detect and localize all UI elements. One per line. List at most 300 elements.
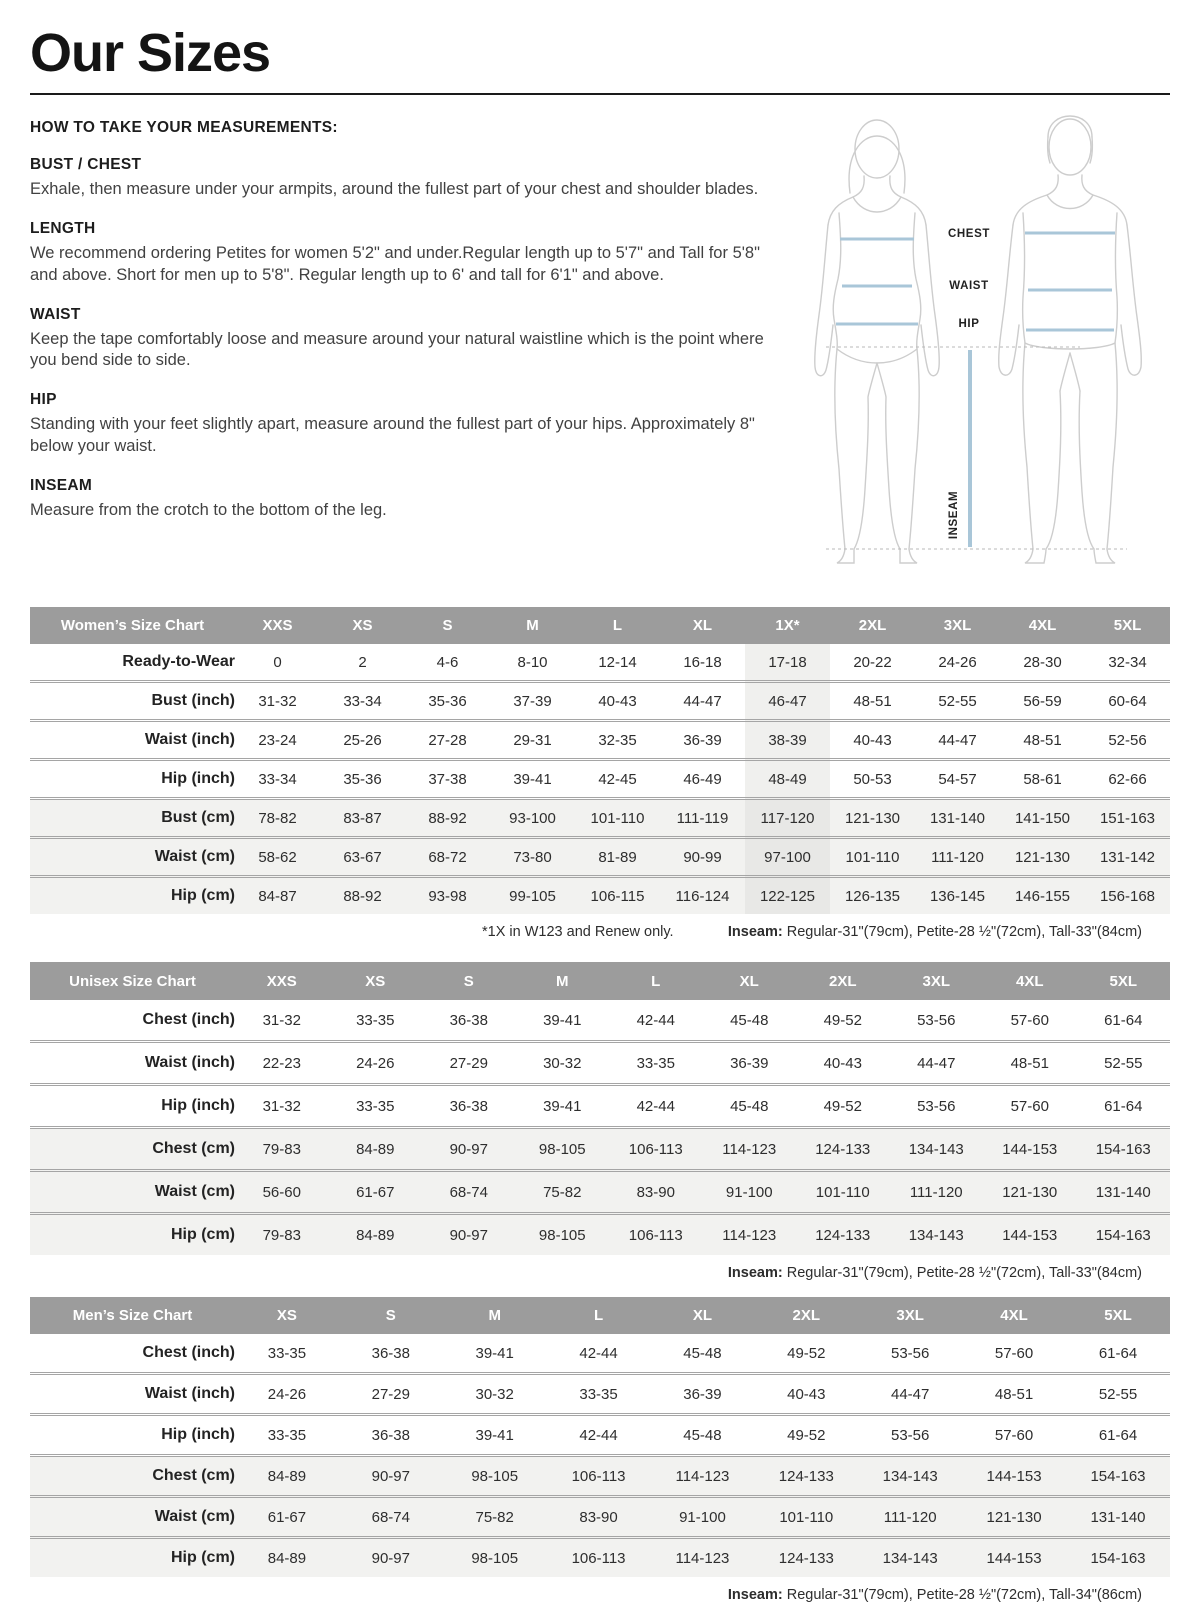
spacer bbox=[30, 940, 1170, 962]
cell: 106-115 bbox=[575, 877, 660, 915]
cell: 84-89 bbox=[329, 1128, 423, 1171]
cell: 39-41 bbox=[516, 1085, 610, 1128]
cell: 24-26 bbox=[938, 653, 977, 671]
cell: 31-32 bbox=[235, 682, 320, 721]
table-row bbox=[30, 760, 1170, 799]
cell: 131-140 bbox=[1077, 1171, 1171, 1214]
cell: 35-36 bbox=[320, 760, 405, 799]
cell: 57-60 bbox=[994, 1344, 1034, 1362]
column-header-2xl: 2XL bbox=[796, 962, 890, 1000]
cell: 134-143 bbox=[858, 1456, 962, 1497]
cell: 45-48 bbox=[651, 1415, 755, 1456]
section-title-waist: WAIST bbox=[30, 305, 81, 323]
column-header-xxs: XXS bbox=[235, 962, 329, 1000]
cell: 44-47 bbox=[660, 682, 745, 721]
cell: 124-133 bbox=[796, 1128, 890, 1171]
cell: 40-43 bbox=[575, 682, 660, 721]
table-title: Men’s Size Chart bbox=[30, 1297, 235, 1334]
table-row bbox=[30, 1456, 1170, 1497]
cell: 117-120 bbox=[745, 799, 830, 838]
unisex-size-chart-footnote bbox=[30, 1255, 1170, 1281]
unisex-size-chart bbox=[30, 962, 1170, 1255]
column-header-2xl: 2XL bbox=[830, 607, 915, 644]
cell: 33-35 bbox=[356, 1011, 395, 1029]
cell: 42-44 bbox=[636, 1011, 675, 1029]
cell: 124-133 bbox=[754, 1456, 858, 1497]
cell: 97-100 bbox=[745, 838, 830, 877]
cell: 35-36 bbox=[405, 682, 490, 721]
cell: 79-83 bbox=[235, 1128, 329, 1171]
cell: 53-56 bbox=[917, 1011, 956, 1029]
cell: 24-26 bbox=[329, 1042, 423, 1085]
cell: 28-30 bbox=[1023, 653, 1062, 671]
cell: 56-59 bbox=[1000, 682, 1085, 721]
cell: 81-89 bbox=[575, 838, 660, 877]
cell: 39-41 bbox=[543, 1011, 582, 1029]
cell: 52-55 bbox=[1077, 1042, 1171, 1085]
cell: 101-110 bbox=[796, 1171, 890, 1214]
cell: 93-98 bbox=[405, 877, 490, 915]
cell: 124-133 bbox=[796, 1214, 890, 1256]
cell: 53-56 bbox=[891, 1344, 930, 1362]
cell: 101-110 bbox=[830, 838, 915, 877]
section-body-bust-chest: Exhale, then measure under your armpits, around the fullest part of your chest and shoulder blades. bbox=[30, 180, 759, 199]
cell: 111-119 bbox=[660, 799, 745, 838]
inseam-footnote-label: Inseam: bbox=[727, 1265, 783, 1282]
cell: 84-87 bbox=[235, 877, 320, 915]
column-header-m: M bbox=[443, 1297, 547, 1334]
cell: 44-47 bbox=[890, 1042, 984, 1085]
page-title: Our Sizes bbox=[30, 23, 271, 83]
table-row bbox=[30, 1128, 1170, 1171]
column-header-s: S bbox=[339, 1297, 443, 1334]
cell: 61-67 bbox=[235, 1497, 339, 1538]
section-title-hip: HIP bbox=[30, 391, 57, 409]
cell: 141-150 bbox=[1000, 799, 1085, 838]
cell: 39-41 bbox=[475, 1344, 514, 1362]
column-header-4xl: 4XL bbox=[962, 1297, 1066, 1334]
cell: 16-18 bbox=[683, 653, 722, 671]
table-body bbox=[30, 1334, 1170, 1577]
cell: 42-44 bbox=[547, 1415, 651, 1456]
inseam-footnote: Inseam: Regular-31"(79cm), Petite-28 ½"(72cm), Tall-33"(84cm) bbox=[727, 924, 1142, 941]
cell: 27-29 bbox=[339, 1374, 443, 1415]
table-row bbox=[30, 1000, 1170, 1042]
men-s-size-chart-footnote bbox=[30, 1577, 1170, 1603]
cell: 84-89 bbox=[235, 1456, 339, 1497]
cell: 42-44 bbox=[609, 1085, 703, 1128]
header-row bbox=[30, 607, 1170, 644]
cell: 52-55 bbox=[1066, 1374, 1170, 1415]
row-label-hip-inch: Hip (inch) bbox=[30, 1085, 235, 1128]
section-body-waist: Keep the tape comfortably loose and measure around your natural waistline which is the point where you bend side to side. bbox=[30, 329, 764, 370]
cell: 124-133 bbox=[754, 1538, 858, 1578]
column-header-xxs: XXS bbox=[235, 607, 320, 644]
cell: 45-48 bbox=[683, 1344, 722, 1362]
body-measurement-illustration bbox=[782, 97, 1182, 579]
cell: 131-142 bbox=[1085, 838, 1170, 877]
section-body-length: We recommend ordering Petites for women 5'2" and under.Regular length up to 5'7" and Tall for 5'8" and above. Short for men up to 5'8". Regular length up to 6' and tall for 6'1" and above. bbox=[30, 244, 760, 284]
cell: 31-32 bbox=[262, 1011, 301, 1029]
cell: 17-18 bbox=[745, 644, 830, 682]
cell: 22-23 bbox=[235, 1042, 329, 1085]
cell: 61-64 bbox=[1098, 1344, 1138, 1362]
table-row bbox=[30, 838, 1170, 877]
cell: 52-55 bbox=[915, 682, 1000, 721]
cell: 37-39 bbox=[490, 682, 575, 721]
cell: 44-47 bbox=[915, 721, 1000, 760]
cell: 39-41 bbox=[443, 1415, 547, 1456]
cell: 45-48 bbox=[730, 1011, 769, 1029]
cell: 121-130 bbox=[962, 1497, 1066, 1538]
header-row bbox=[30, 962, 1170, 1000]
measurement-instructions bbox=[30, 119, 772, 521]
cell: 61-64 bbox=[1066, 1415, 1170, 1456]
cell: 32-35 bbox=[575, 721, 660, 760]
table-header bbox=[30, 1297, 1170, 1334]
cell: 114-123 bbox=[651, 1456, 755, 1497]
cell: 131-140 bbox=[915, 799, 1000, 838]
waist-label: WAIST bbox=[949, 280, 989, 293]
cell: 46-47 bbox=[745, 682, 830, 721]
cell: 154-163 bbox=[1077, 1128, 1171, 1171]
cell: 33-34 bbox=[320, 682, 405, 721]
cell: 68-74 bbox=[422, 1171, 516, 1214]
footnote-asterisk-note: *1X in W123 and Renew only. bbox=[482, 924, 674, 941]
men-s-size-chart bbox=[30, 1297, 1170, 1577]
cell: 116-124 bbox=[660, 877, 745, 915]
cell: 48-51 bbox=[830, 682, 915, 721]
cell: 57-60 bbox=[1010, 1011, 1049, 1029]
cell: 20-22 bbox=[853, 653, 892, 671]
cell: 39-41 bbox=[490, 760, 575, 799]
cell: 56-60 bbox=[235, 1171, 329, 1214]
cell: 40-43 bbox=[796, 1042, 890, 1085]
cell: 93-100 bbox=[490, 799, 575, 838]
row-label-hip-cm: Hip (cm) bbox=[30, 1214, 235, 1256]
cell: 73-80 bbox=[490, 838, 575, 877]
cell: 23-24 bbox=[235, 721, 320, 760]
chest-label: CHEST bbox=[948, 228, 990, 241]
header-row bbox=[30, 1297, 1170, 1334]
cell: 98-105 bbox=[443, 1456, 547, 1497]
table-row bbox=[30, 1042, 1170, 1085]
cell: 98-105 bbox=[516, 1128, 610, 1171]
cell: 144-153 bbox=[983, 1214, 1077, 1256]
cell: 68-74 bbox=[339, 1497, 443, 1538]
cell: 78-82 bbox=[235, 799, 320, 838]
cell: 58-61 bbox=[1000, 760, 1085, 799]
table-row bbox=[30, 1415, 1170, 1456]
cell: 30-32 bbox=[516, 1042, 610, 1085]
table-row bbox=[30, 682, 1170, 721]
cell: 30-32 bbox=[443, 1374, 547, 1415]
section-title-length: LENGTH bbox=[30, 220, 96, 238]
row-label-waist-cm: Waist (cm) bbox=[30, 1171, 235, 1214]
cell: 91-100 bbox=[651, 1497, 755, 1538]
cell: 44-47 bbox=[858, 1374, 962, 1415]
cell: 146-155 bbox=[1000, 877, 1085, 915]
cell: 40-43 bbox=[830, 721, 915, 760]
cell: 52-56 bbox=[1085, 721, 1170, 760]
cell: 0 bbox=[273, 653, 282, 671]
cell: 36-38 bbox=[339, 1415, 443, 1456]
cell: 83-87 bbox=[320, 799, 405, 838]
cell: 111-120 bbox=[890, 1171, 984, 1214]
row-label-waist-inch: Waist (inch) bbox=[30, 1042, 235, 1085]
cell: 49-52 bbox=[787, 1344, 826, 1362]
cell: 2 bbox=[358, 653, 367, 671]
table-title: Unisex Size Chart bbox=[30, 962, 235, 1000]
row-label-hip-inch: Hip (inch) bbox=[30, 1415, 235, 1456]
row-label-hip-inch: Hip (inch) bbox=[30, 760, 235, 799]
cell: 33-35 bbox=[329, 1085, 423, 1128]
table-row bbox=[30, 877, 1170, 915]
measurement-sections bbox=[30, 156, 772, 521]
spacer bbox=[30, 1281, 1170, 1297]
cell: 48-51 bbox=[1000, 721, 1085, 760]
table-row bbox=[30, 1497, 1170, 1538]
cell: 90-97 bbox=[339, 1456, 443, 1497]
cell: 101-110 bbox=[575, 799, 660, 838]
inseam-footnote: Inseam: Regular-31"(79cm), Petite-28 ½"(72cm), Tall-33"(84cm) bbox=[727, 1265, 1142, 1282]
cell: 83-90 bbox=[547, 1497, 651, 1538]
cell: 31-32 bbox=[235, 1085, 329, 1128]
cell: 24-26 bbox=[235, 1374, 339, 1415]
column-header-xs: XS bbox=[235, 1297, 339, 1334]
cell: 126-135 bbox=[830, 877, 915, 915]
cell: 36-38 bbox=[449, 1011, 488, 1029]
cell: 90-97 bbox=[422, 1214, 516, 1256]
cell: 75-82 bbox=[443, 1497, 547, 1538]
column-header-3xl: 3XL bbox=[890, 962, 984, 1000]
cell: 58-62 bbox=[235, 838, 320, 877]
cell: 12-14 bbox=[598, 653, 637, 671]
cell: 90-97 bbox=[422, 1128, 516, 1171]
cell: 134-143 bbox=[890, 1128, 984, 1171]
column-header-3xl: 3XL bbox=[858, 1297, 962, 1334]
cell: 83-90 bbox=[609, 1171, 703, 1214]
cell: 36-39 bbox=[651, 1374, 755, 1415]
cell: 144-153 bbox=[962, 1538, 1066, 1578]
column-header-5xl: 5XL bbox=[1085, 607, 1170, 644]
row-label-chest-cm: Chest (cm) bbox=[30, 1456, 235, 1497]
cell: 53-56 bbox=[858, 1415, 962, 1456]
column-header-xl: XL bbox=[703, 962, 797, 1000]
column-header-1x: 1X* bbox=[745, 607, 830, 644]
column-header-l: L bbox=[547, 1297, 651, 1334]
section-title-bust-chest: BUST / CHEST bbox=[30, 156, 142, 174]
table-row bbox=[30, 1538, 1170, 1578]
cell: 144-153 bbox=[983, 1128, 1077, 1171]
cell: 106-113 bbox=[609, 1214, 703, 1256]
inseam-footnote-label: Inseam: bbox=[727, 1587, 783, 1603]
column-header-s: S bbox=[405, 607, 490, 644]
cell: 49-52 bbox=[823, 1011, 862, 1029]
cell: 33-34 bbox=[235, 760, 320, 799]
cell: 99-105 bbox=[490, 877, 575, 915]
cell: 61-64 bbox=[1104, 1011, 1143, 1029]
cell: 68-72 bbox=[405, 838, 490, 877]
cell: 57-60 bbox=[983, 1085, 1077, 1128]
cell: 134-143 bbox=[858, 1538, 962, 1578]
cell: 121-130 bbox=[1000, 838, 1085, 877]
column-header-5xl: 5XL bbox=[1077, 962, 1171, 1000]
cell: 154-163 bbox=[1066, 1456, 1170, 1497]
cell: 61-67 bbox=[329, 1171, 423, 1214]
row-label-ready-to-wear: Ready-to-Wear bbox=[122, 653, 235, 671]
cell: 144-153 bbox=[962, 1456, 1066, 1497]
cell: 106-113 bbox=[547, 1456, 651, 1497]
cell: 106-113 bbox=[547, 1538, 651, 1578]
cell: 101-110 bbox=[754, 1497, 858, 1538]
women-s-size-chart-section bbox=[30, 607, 1170, 962]
table-body bbox=[30, 644, 1170, 914]
cell: 37-38 bbox=[405, 760, 490, 799]
column-header-4xl: 4XL bbox=[983, 962, 1077, 1000]
row-label-bust-inch: Bust (inch) bbox=[30, 682, 235, 721]
section-body-hip: Standing with your feet slightly apart, measure around the fullest part of your hips. Approximately 8" below your waist. bbox=[30, 415, 755, 455]
men-s-size-chart-section bbox=[30, 1297, 1170, 1603]
cell: 151-163 bbox=[1085, 799, 1170, 838]
cell: 88-92 bbox=[320, 877, 405, 915]
column-header-xs: XS bbox=[329, 962, 423, 1000]
cell: 27-28 bbox=[405, 721, 490, 760]
cell: 46-49 bbox=[660, 760, 745, 799]
inseam-footnote-label: Inseam: bbox=[727, 924, 783, 941]
cell: 40-43 bbox=[754, 1374, 858, 1415]
cell: 134-143 bbox=[890, 1214, 984, 1256]
table-row bbox=[30, 1374, 1170, 1415]
cell: 114-123 bbox=[651, 1538, 755, 1578]
measurement-intro bbox=[30, 95, 1170, 587]
cell: 98-105 bbox=[516, 1214, 610, 1256]
row-label-chest-cm: Chest (cm) bbox=[30, 1128, 235, 1171]
cell: 48-51 bbox=[962, 1374, 1066, 1415]
cell: 36-39 bbox=[703, 1042, 797, 1085]
table-header bbox=[30, 962, 1170, 1000]
table-row bbox=[30, 644, 1170, 682]
cell: 57-60 bbox=[962, 1415, 1066, 1456]
cell: 4-6 bbox=[436, 653, 459, 671]
measurements-heading: HOW TO TAKE YOUR MEASUREMENTS: bbox=[30, 119, 338, 137]
row-label-waist-cm: Waist (cm) bbox=[30, 1497, 235, 1538]
column-header-4xl: 4XL bbox=[1000, 607, 1085, 644]
cell: 36-38 bbox=[371, 1344, 410, 1362]
column-header-xl: XL bbox=[660, 607, 745, 644]
cell: 53-56 bbox=[890, 1085, 984, 1128]
cell: 106-113 bbox=[609, 1128, 703, 1171]
cell: 122-125 bbox=[745, 877, 830, 915]
column-header-s: S bbox=[422, 962, 516, 1000]
inseam-label: INSEAM bbox=[948, 491, 960, 540]
cell: 33-35 bbox=[609, 1042, 703, 1085]
table-row bbox=[30, 1214, 1170, 1256]
cell: 32-34 bbox=[1108, 653, 1147, 671]
column-header-xl: XL bbox=[651, 1297, 755, 1334]
cell: 156-168 bbox=[1085, 877, 1170, 915]
cell: 48-49 bbox=[745, 760, 830, 799]
row-label-waist-inch: Waist (inch) bbox=[30, 1374, 235, 1415]
cell: 33-35 bbox=[547, 1374, 651, 1415]
column-header-l: L bbox=[575, 607, 660, 644]
table-row bbox=[30, 799, 1170, 838]
women-s-size-chart-footnote bbox=[30, 914, 1170, 940]
column-header-m: M bbox=[490, 607, 575, 644]
row-label-hip-cm: Hip (cm) bbox=[30, 877, 235, 915]
cell: 154-163 bbox=[1077, 1214, 1171, 1256]
column-header-m: M bbox=[516, 962, 610, 1000]
cell: 50-53 bbox=[830, 760, 915, 799]
unisex-size-chart-section bbox=[30, 962, 1170, 1297]
cell: 121-130 bbox=[830, 799, 915, 838]
cell: 121-130 bbox=[983, 1171, 1077, 1214]
row-label-chest-inch: Chest (inch) bbox=[142, 1011, 235, 1029]
cell: 136-145 bbox=[915, 877, 1000, 915]
column-header-2xl: 2XL bbox=[754, 1297, 858, 1334]
table-row bbox=[30, 721, 1170, 760]
cell: 111-120 bbox=[915, 838, 1000, 877]
cell: 90-99 bbox=[660, 838, 745, 877]
table-body bbox=[30, 1000, 1170, 1255]
cell: 49-52 bbox=[754, 1415, 858, 1456]
cell: 79-83 bbox=[235, 1214, 329, 1256]
cell: 154-163 bbox=[1066, 1538, 1170, 1578]
cell: 42-45 bbox=[575, 760, 660, 799]
cell: 36-38 bbox=[422, 1085, 516, 1128]
row-label-bust-cm: Bust (cm) bbox=[30, 799, 235, 838]
cell: 48-51 bbox=[983, 1042, 1077, 1085]
cell: 36-39 bbox=[660, 721, 745, 760]
section-title-inseam: INSEAM bbox=[30, 476, 93, 494]
section-body-inseam: Measure from the crotch to the bottom of the leg. bbox=[30, 500, 387, 519]
cell: 8-10 bbox=[517, 653, 548, 671]
table-title: Women’s Size Chart bbox=[30, 607, 235, 644]
women-s-size-chart bbox=[30, 607, 1170, 914]
cell: 49-52 bbox=[796, 1085, 890, 1128]
row-label-hip-cm: Hip (cm) bbox=[30, 1538, 235, 1578]
cell: 114-123 bbox=[703, 1128, 797, 1171]
cell: 88-92 bbox=[405, 799, 490, 838]
cell: 29-31 bbox=[490, 721, 575, 760]
cell: 98-105 bbox=[443, 1538, 547, 1578]
column-header-l: L bbox=[609, 962, 703, 1000]
cell: 91-100 bbox=[703, 1171, 797, 1214]
cell: 84-89 bbox=[235, 1538, 339, 1578]
row-label-waist-cm: Waist (cm) bbox=[30, 838, 235, 877]
cell: 114-123 bbox=[703, 1214, 797, 1256]
cell: 84-89 bbox=[329, 1214, 423, 1256]
cell: 111-120 bbox=[858, 1497, 962, 1538]
cell: 61-64 bbox=[1077, 1085, 1171, 1128]
inseam-footnote: Inseam: Regular-31"(79cm), Petite-28 ½"(72cm), Tall-34"(86cm) bbox=[727, 1587, 1142, 1603]
cell: 60-64 bbox=[1085, 682, 1170, 721]
cell: 90-97 bbox=[339, 1538, 443, 1578]
cell: 63-67 bbox=[320, 838, 405, 877]
table-row bbox=[30, 1085, 1170, 1128]
cell: 27-29 bbox=[422, 1042, 516, 1085]
table-row bbox=[30, 1334, 1170, 1374]
cell: 33-35 bbox=[267, 1344, 307, 1362]
cell: 33-35 bbox=[235, 1415, 339, 1456]
cell: 25-26 bbox=[320, 721, 405, 760]
row-label-waist-inch: Waist (inch) bbox=[30, 721, 235, 760]
table-header bbox=[30, 607, 1170, 644]
column-header-5xl: 5XL bbox=[1066, 1297, 1170, 1334]
cell: 131-140 bbox=[1066, 1497, 1170, 1538]
column-header-xs: XS bbox=[320, 607, 405, 644]
cell: 54-57 bbox=[915, 760, 1000, 799]
